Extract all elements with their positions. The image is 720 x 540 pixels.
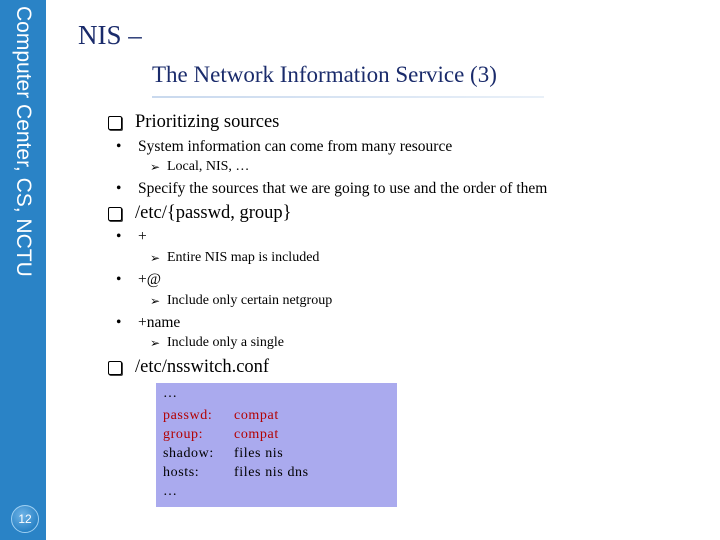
arrow-bullet-icon: ➢ bbox=[150, 294, 161, 308]
section-heading bbox=[108, 203, 291, 224]
sidebar-title: Computer Center, CS, NCTU bbox=[12, 6, 35, 277]
bullet-dot-icon: • bbox=[116, 228, 122, 245]
sub-bullet-text: Include only a single bbox=[167, 335, 285, 350]
sidebar bbox=[0, 0, 46, 540]
bullet-dot-icon: • bbox=[116, 271, 122, 288]
code-ellipsis: … bbox=[163, 386, 178, 401]
arrow-bullet-icon: ➢ bbox=[150, 336, 161, 350]
bullet-text: System information can come from many resource bbox=[138, 138, 453, 155]
bullet-item bbox=[116, 180, 547, 198]
arrow-bullet-icon: ➢ bbox=[150, 251, 161, 265]
code-key: hosts: bbox=[163, 465, 200, 480]
code-ellipsis: … bbox=[163, 484, 178, 499]
bullet-text: +name bbox=[138, 314, 181, 331]
bullet-item bbox=[116, 314, 180, 332]
section-heading-text: /etc/nsswitch.conf bbox=[135, 357, 270, 377]
checkbox-bullet-icon bbox=[108, 116, 122, 130]
code-key: shadow: bbox=[163, 446, 214, 461]
sub-bullet-item bbox=[150, 250, 319, 266]
checkbox-bullet-icon bbox=[108, 361, 122, 375]
arrow-bullet-icon: ➢ bbox=[150, 160, 161, 174]
bullet-item bbox=[116, 138, 452, 156]
bullet-text: Specify the sources that we are going to use and the order of them bbox=[138, 180, 548, 197]
section-heading-text: Prioritizing sources bbox=[135, 112, 280, 132]
sub-bullet-text: Entire NIS map is included bbox=[167, 250, 320, 265]
code-key: passwd: bbox=[163, 408, 213, 423]
checkbox-bullet-icon bbox=[108, 207, 122, 221]
section-heading bbox=[108, 357, 269, 378]
title-underline bbox=[152, 96, 544, 98]
sub-bullet-text: Include only certain netgroup bbox=[167, 293, 333, 308]
section-heading-text: /etc/{passwd, group} bbox=[135, 203, 292, 223]
sub-bullet-text: Local, NIS, … bbox=[167, 159, 250, 174]
sub-bullet-item bbox=[150, 293, 332, 309]
slide-subtitle: The Network Information Service (3) bbox=[152, 62, 497, 87]
bullet-dot-icon: • bbox=[116, 138, 122, 155]
bullet-dot-icon: • bbox=[116, 180, 122, 197]
sub-bullet-item bbox=[150, 159, 249, 175]
bullet-text: +@ bbox=[138, 271, 162, 288]
code-value: compat bbox=[234, 427, 279, 442]
sub-bullet-item bbox=[150, 335, 284, 351]
slide-title: NIS – bbox=[78, 20, 142, 50]
code-block bbox=[156, 383, 397, 507]
bullet-item bbox=[116, 271, 161, 289]
code-value: files nis dns bbox=[234, 465, 309, 480]
bullet-item bbox=[116, 228, 147, 246]
section-heading bbox=[108, 112, 279, 133]
code-value: compat bbox=[234, 408, 279, 423]
bullet-text: + bbox=[138, 228, 147, 245]
page-number: 12 bbox=[11, 505, 39, 533]
code-value: files nis bbox=[234, 446, 284, 461]
code-key: group: bbox=[163, 427, 204, 442]
bullet-dot-icon: • bbox=[116, 314, 122, 331]
